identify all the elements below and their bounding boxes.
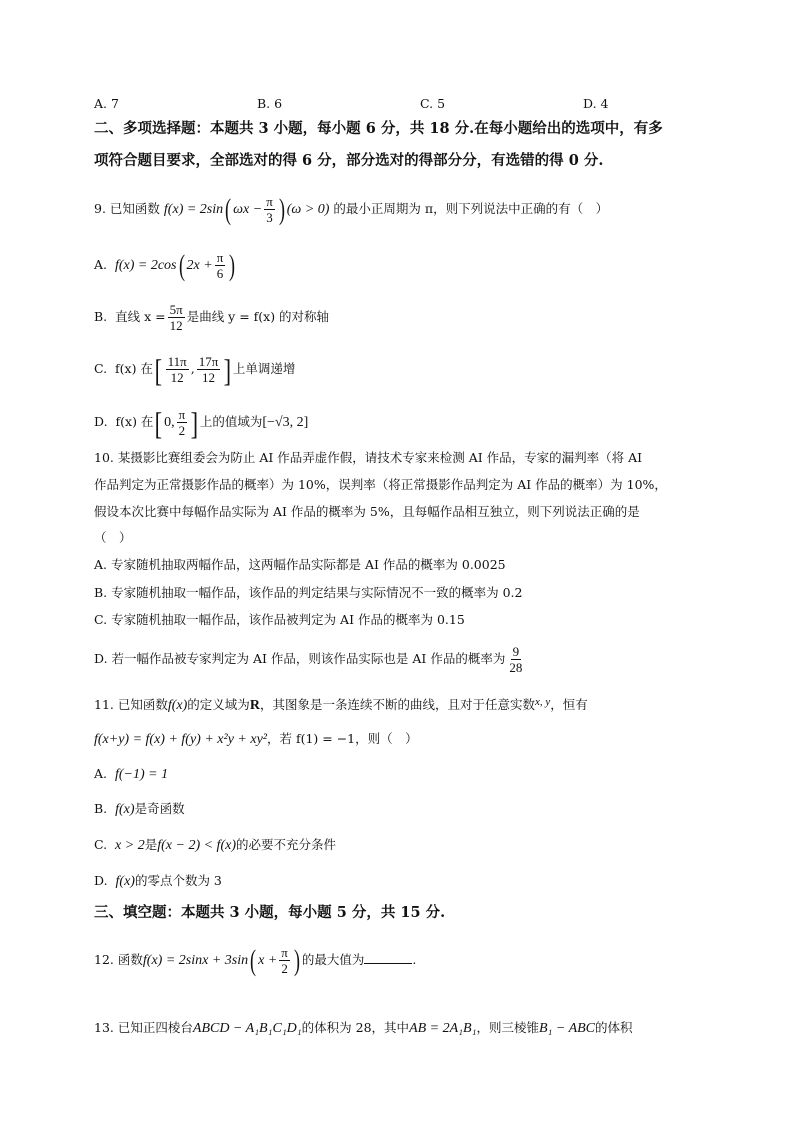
q9-func: f(x) = 2sin <box>163 202 224 217</box>
fraction: $\frac{11\pi}{12}$ <box>167 354 187 385</box>
section2-heading-line1: 二、多项选择题：本题共 3 小题，每小题 6 分，共 18 分.在每小题给出的选项中，有多 <box>94 120 663 137</box>
q11-option-a: A. f(−1) = 1 <box>94 766 169 782</box>
q9-option-a: A. f(x) = 2cos( 2x + $\frac{\pi}{6}$ ) <box>94 248 236 282</box>
q10-option-d: D. 若一幅作品被专家判定为 AI 作品，则该作品实际也是 AI 作品的概率为 $\frac{9}{28}$ <box>94 644 523 675</box>
option-d: D. 4 <box>583 96 609 111</box>
q9-arg: ωx − <box>233 202 263 217</box>
q10-line3: 假设本次比赛中每幅作品实际为 AI 作品的概率为 5%，且每幅作品相互独立，则下列说法正确的是 <box>94 504 640 519</box>
fraction: $\frac{9}{28}$ <box>509 644 523 675</box>
section2-heading-line2: 项符合题目要求，全部选对的得 6 分，部分选对的得部分分，有选错的得 0 分. <box>94 152 604 169</box>
q10-line1: 10. 某摄影比赛组委会为防止 AI 作品弄虚作假，请技术专家来检测 AI 作品，专家的漏判率（将 AI <box>94 450 643 465</box>
fraction: $\frac{\pi}{6}$ <box>216 250 224 281</box>
fraction: $\frac{17\pi}{12}$ <box>198 354 219 385</box>
q10-option-c: C. 专家随机抽取一幅作品，该作品被判定为 AI 作品的概率为 0.15 <box>94 612 465 627</box>
section3-heading: 三、填空题：本题共 3 小题，每小题 5 分，共 15 分. <box>94 904 446 921</box>
q9-option-c: C. f(x) 在[ $\frac{11\pi}{12}$ , $\frac{17\pi}{12}$ ] 上单调递增 <box>94 351 296 388</box>
q10-option-b: B. 专家随机抽取一幅作品，该作品的判定结果与实际情况不一致的概率为 0.2 <box>94 585 523 600</box>
fraction: $\frac{\pi}{2}$ <box>178 407 186 438</box>
option-a: A. 7 <box>94 96 119 111</box>
fraction: $\frac{5\pi}{12}$ <box>169 302 183 333</box>
q9-option-b: B. 直线 x = $\frac{5\pi}{12}$ 是曲线 y = f(x) 的对称轴 <box>94 302 330 333</box>
option-c: C. 5 <box>420 96 446 111</box>
q9-option-d: D. f(x) 在[ 0, $\frac{\pi}{2}$ ] 上的值域为[−√3, 2] <box>94 404 309 441</box>
q11-line1: 11. 已知函数f(x)的定义域为R，其图象是一条连续不断的曲线，且对于任意实数x, y，恒有 <box>94 696 588 713</box>
q9-stem-post: 的最小正周期为 π，则下列说法中正确的有（ ） <box>333 201 609 216</box>
q11-option-b: B. f(x)是奇函数 <box>94 801 185 817</box>
question-13: 13. 已知正四棱台ABCD − A₁B₁C₁D₁的体积为 28，其中AB = 2A₁B₁，则三棱锥B₁ − ABC的体积 <box>94 1020 633 1036</box>
question-9-stem: 9. 已知函数 f(x) = 2sin( ωx − $\frac{\pi}{3}$ ) (ω > 0) 的最小正周期为 π，则下列说法中正确的有（ ） <box>94 192 609 226</box>
q9-stem-pre: 已知函数 <box>109 201 160 216</box>
fraction: $\frac{\pi}{2}$ <box>281 945 288 976</box>
q9-number: 9. <box>94 201 106 216</box>
question-12: 12. 函数f(x) = 2sinx + 3sin( x + $\frac{\pi}{2}$ ) 的最大值为 . <box>94 943 417 977</box>
q11-option-c: C. x > 2是f(x − 2) < f(x)的必要不充分条件 <box>94 837 336 853</box>
q9-fraction: $\frac{\pi}{3}$ <box>266 194 273 225</box>
answer-blank[interactable] <box>364 951 412 964</box>
q11-line2: f(x+y) = f(x) + f(y) + x²y + xy²，若 f(1) = −1，则（ ） <box>94 731 418 747</box>
q10-line2: 作品判定为正常摄影作品的概率）为 10%，误判率（将正常摄影作品判定为 AI 作品的概率）为 10%， <box>94 477 667 492</box>
q11-option-d: D. f(x)的零点个数为 3 <box>94 873 222 889</box>
q10-line4: （ ） <box>94 530 132 545</box>
q9-condition: (ω > 0) <box>286 202 330 217</box>
option-b: B. 6 <box>257 96 283 111</box>
q10-option-a: A. 专家随机抽取两幅作品，这两幅作品实际都是 AI 作品的概率为 0.0025 <box>94 557 506 572</box>
